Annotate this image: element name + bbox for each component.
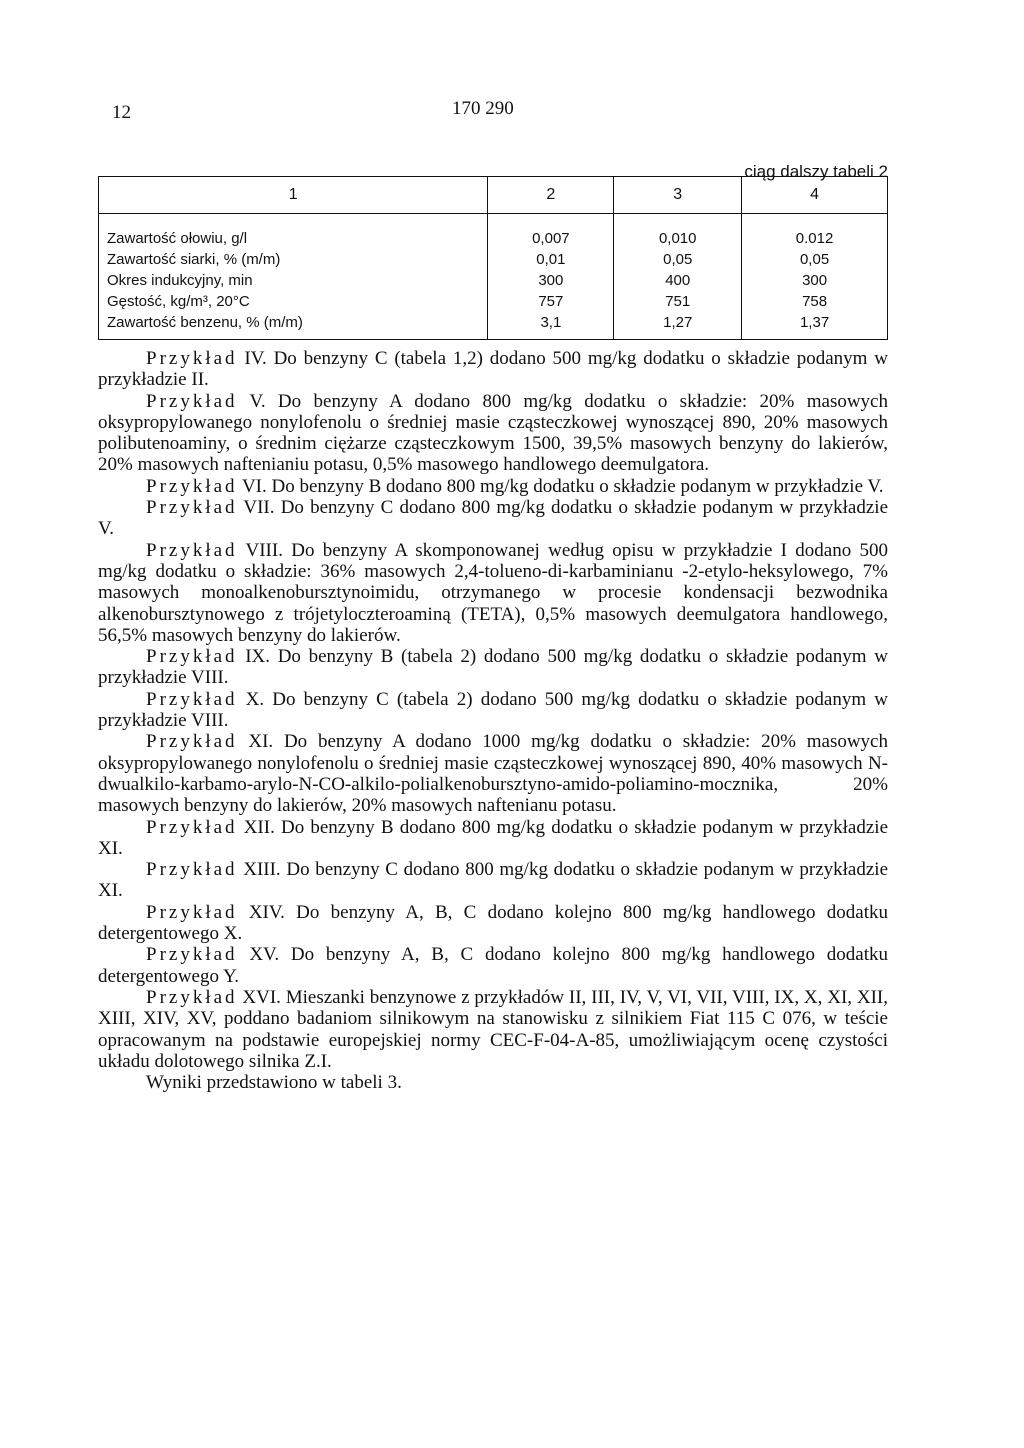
table-cell: 300 [742, 270, 888, 291]
table-cell: 758 [742, 291, 888, 312]
table-cell: 0.012 [742, 214, 888, 250]
example-label: Przykład [146, 859, 238, 881]
table-cell-label: Zawartość siarki, % (m/m) [99, 249, 488, 270]
paragraph-text: XV. Do benzyny A, B, C dodano kolejno 800 mg/kg handlowego dodatku detergentowego Y. [98, 944, 888, 987]
table-cell: 1,27 [614, 312, 742, 340]
paragraph-text: IV. Do benzyny C (tabela 1,2) dodano 500 mg/kg dodatku o składzie podanym w przykładzie II. [98, 348, 888, 391]
paragraph-text: XI. Do benzyny A dodano 1000 mg/kg dodatku o składzie: 20% masowych oksypropylowanego nonylofenolu o średniej masie cząsteczkowej wynoszącej 890, 40% masowych N-dwualkilo-karbamo-arylo-N-CO-alkilo-polialkenobursztyno-amido-poliamino-mocznika, 20% masowych benzyny do lakierów, 20% masowych naftenianu potasu. [98, 731, 888, 817]
paragraph-example-viii [98, 540, 888, 646]
paragraph-text: IX. Do benzyny B (tabela 2) dodano 500 mg/kg dodatku o składzie podanym w przykładzie VIII. [98, 646, 888, 689]
table-cell: 1,37 [742, 312, 888, 340]
paragraph-example-x [98, 689, 888, 732]
example-label: Przykład [146, 539, 238, 561]
table-header-cell: 2 [488, 177, 614, 214]
paragraph-text: V. Do benzyny A dodano 800 mg/kg dodatku o składzie: 20% masowych oksypropylowanego nonylofenolu o średniej masie cząsteczkowej wynoszącej 890, 20% masowych polibutenoaminy, o średnim ciężarze cząsteczkowym 1500, 39,5% masowych benzyny do lakierów, 20% masowych naftenianiu potasu, 0,5% masowego handlowego deemulgatora. [98, 390, 888, 476]
paragraph-text: X. Do benzyny C (tabela 2) dodano 500 mg/kg dodatku o składzie podanym w przykładzie VIII. [98, 688, 888, 732]
example-label: Przykład [146, 901, 238, 923]
table-header-row [99, 177, 888, 214]
table-cell: 3,1 [488, 312, 614, 340]
example-label: Przykład [146, 646, 238, 668]
paragraph-example-xvi [98, 987, 888, 1072]
table-header-cell: 3 [614, 177, 742, 214]
page-number: 12 [112, 102, 131, 123]
table-cell-label: Zawartość ołowiu, g/l [99, 214, 488, 250]
table-cell: 300 [488, 270, 614, 291]
patent-number: 170 290 [452, 98, 514, 119]
example-label: Przykład [146, 348, 238, 369]
table-cell-label: Gęstość, kg/m³, 20°C [99, 291, 488, 312]
table-row [99, 249, 888, 270]
table-row [99, 312, 888, 340]
paragraph-results [98, 1072, 888, 1093]
table-caption: ciąg dalszy tabeli 2 [744, 162, 888, 181]
table-cell: 0,05 [614, 249, 742, 270]
example-label: Przykład [146, 497, 238, 519]
paragraph-text: VI. Do benzyny B dodano 800 mg/kg dodatku o składzie podanym w przykładzie V. [237, 475, 884, 497]
paragraph-text: XIII. Do benzyny C dodano 800 mg/kg dodatku o składzie podanym w przykładzie XI. [98, 859, 888, 902]
paragraph-example-vii [98, 497, 888, 540]
table-cell: 0,010 [614, 214, 742, 250]
table-cell: 0,01 [488, 249, 614, 270]
table-cell-label: Okres indukcyjny, min [99, 270, 488, 291]
table-cell-label: Zawartość benzenu, % (m/m) [99, 312, 488, 340]
paragraph-example-xi [98, 731, 888, 816]
paragraph-example-vi [98, 476, 888, 497]
table-cell: 400 [614, 270, 742, 291]
table-cell: 751 [614, 291, 742, 312]
table-header-cell: 4 [742, 177, 888, 214]
paragraph-text: VII. Do benzyny C dodano 800 mg/kg dodatku o składzie podanym w przykładzie V. [98, 497, 888, 540]
paragraph-text: Wyniki przedstawiono w tabeli 3. [146, 1072, 402, 1094]
table-row [99, 270, 888, 291]
table-cell: 757 [488, 291, 614, 312]
paragraph-text: VIII. Do benzyny A skomponowanej według opisu w przykładzie I dodano 500 mg/kg dodatku o składzie: 36% masowych 2,4-tolueno-di-karbaminianu -2-etylo-heksylowego, 7% masowych monoalkenobursztynoimidu, otrzymanego w procesie kondensacji bezwodnika alkenobursztynowego z trójetyloczteroaminą (TETA), 0,5% masowych deemulgatora handlowego, 56,5% masowych benzyny do lakierów. [98, 539, 888, 646]
table-row [99, 214, 888, 250]
body-text [98, 348, 888, 1093]
paragraph-example-xv [98, 944, 888, 987]
paragraph-text: XII. Do benzyny B dodano 800 mg/kg dodatku o składzie podanym w przykładzie XI. [98, 816, 888, 859]
table-cell: 0,05 [742, 249, 888, 270]
paragraph-text: XVI. Mieszanki benzynowe z przykładów II, III, IV, V, VI, VII, VIII, IX, X, XI, XII, XIII, XIV, XV, poddano badaniom silnikowym na stanowisku z silnikiem Fiat 115 C 076, w teście opracowanym na podstawie europejskiej normy CEC-F-04-A-85, umożliwiającym ocenę czystości układu dolotowego silnika Z.I. [98, 986, 888, 1072]
example-label: Przykład [146, 944, 238, 966]
example-label: Przykład [146, 688, 238, 710]
paragraph-example-xiii [98, 859, 888, 902]
table-header-cell: 1 [99, 177, 488, 214]
example-label: Przykład [146, 390, 238, 412]
paragraph-example-ix [98, 646, 888, 689]
example-label: Przykład [146, 731, 238, 753]
paragraph-example-v [98, 391, 888, 476]
data-table [98, 176, 888, 340]
paragraph-example-xiv [98, 902, 888, 945]
paragraph-example-iv [98, 348, 888, 391]
paragraph-text: XIV. Do benzyny A, B, C dodano kolejno 800 mg/kg handlowego dodatku detergentowego X. [98, 901, 888, 945]
example-label: Przykład [146, 475, 238, 497]
paragraph-example-xii [98, 817, 888, 860]
example-label: Przykład [146, 986, 238, 1008]
example-label: Przykład [146, 816, 238, 838]
table-cell: 0,007 [488, 214, 614, 250]
table-row [99, 291, 888, 312]
